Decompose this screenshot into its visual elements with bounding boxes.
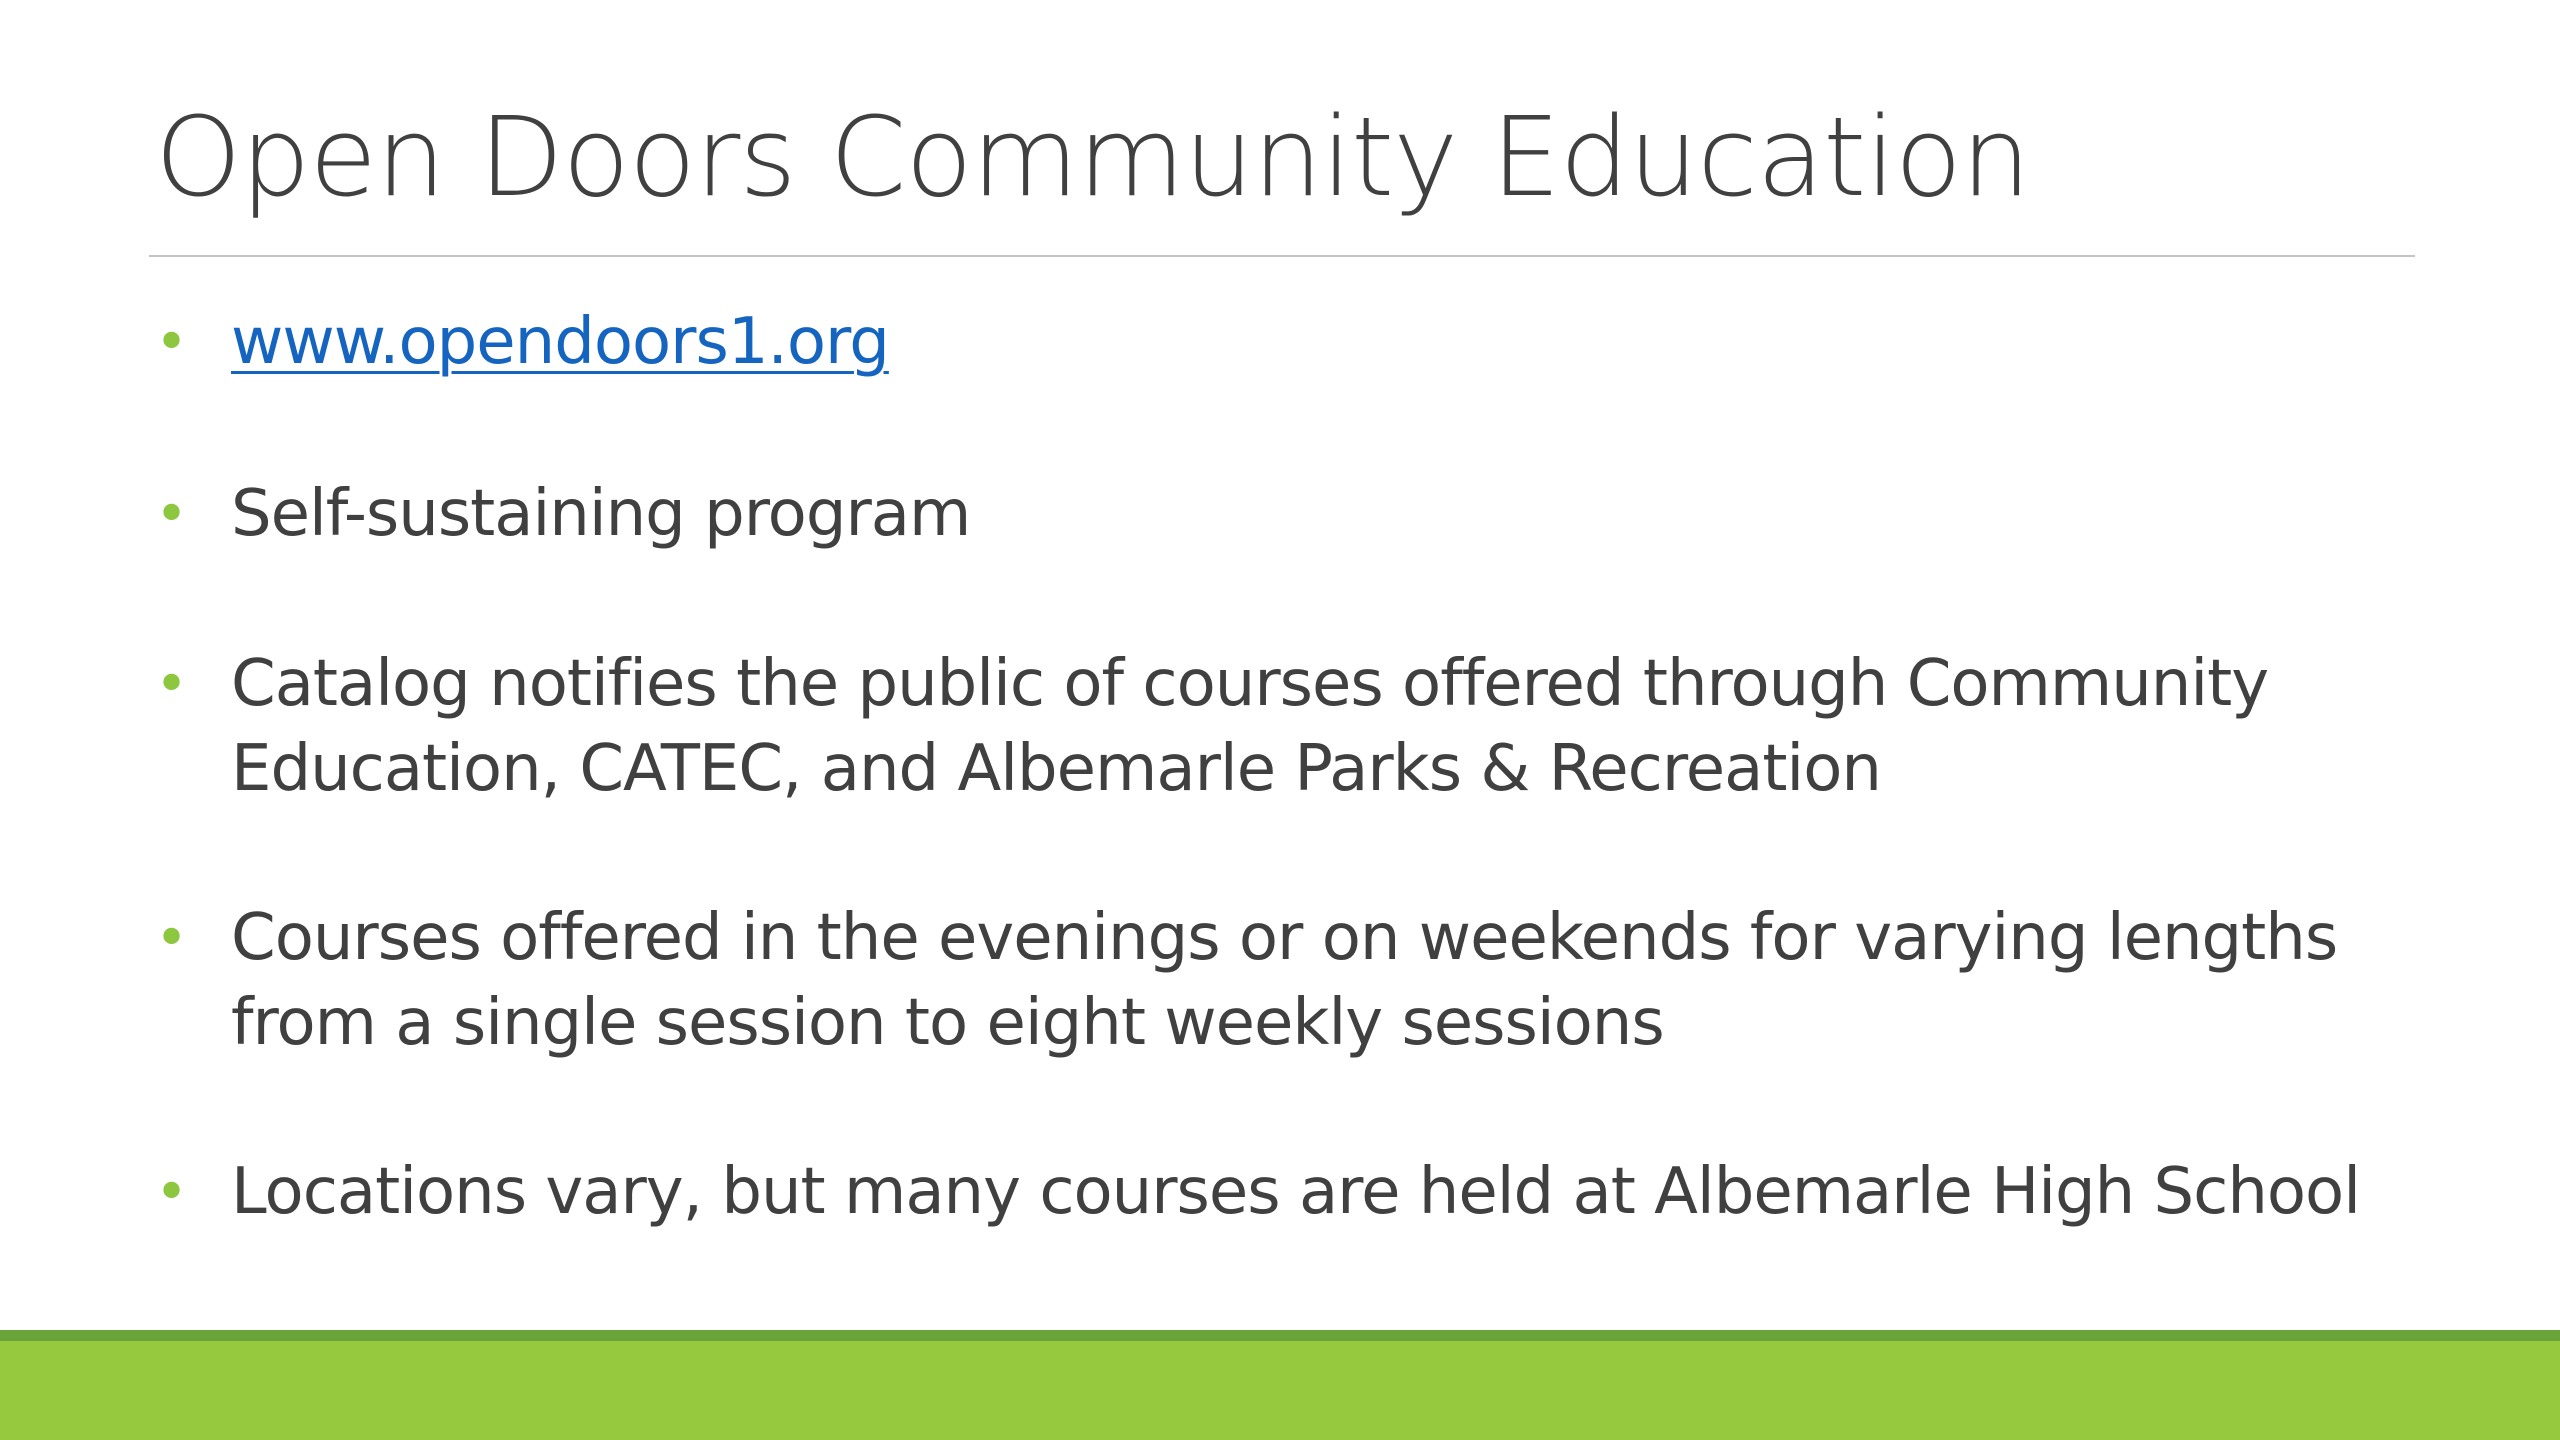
bullet-dot: • [155, 652, 189, 717]
bullet-item-catalog [155, 642, 2445, 812]
slide-title: Open Doors Community Education [155, 93, 2030, 221]
bullet-item-schedule [155, 896, 2445, 1066]
website-link[interactable]: www.opendoors1.org [231, 305, 889, 379]
bullet-item-website [155, 300, 2445, 385]
bullet-item-locations [155, 1150, 2445, 1235]
title-divider [149, 255, 2415, 257]
bullet-text: Locations vary, but many courses are held at Albemarle High School [231, 1155, 2360, 1229]
bullet-text: Catalog notifies the public of courses offered through Community Education, CATEC, and Albemarle Parks & Recreation [231, 647, 2269, 806]
bullet-dot: • [155, 310, 189, 375]
bullet-dot: • [155, 906, 189, 971]
footer-accent-line [0, 1330, 2560, 1341]
bullet-text: Self-sustaining program [231, 477, 971, 551]
bullet-text: Courses offered in the evenings or on weekends for varying lengths from a single session to eight weekly sessions [231, 901, 2338, 1060]
bullet-dot: • [155, 482, 189, 547]
bullet-dot: • [155, 1160, 189, 1225]
bullet-item-self-sustaining [155, 472, 2445, 557]
footer-bar [0, 1341, 2560, 1440]
